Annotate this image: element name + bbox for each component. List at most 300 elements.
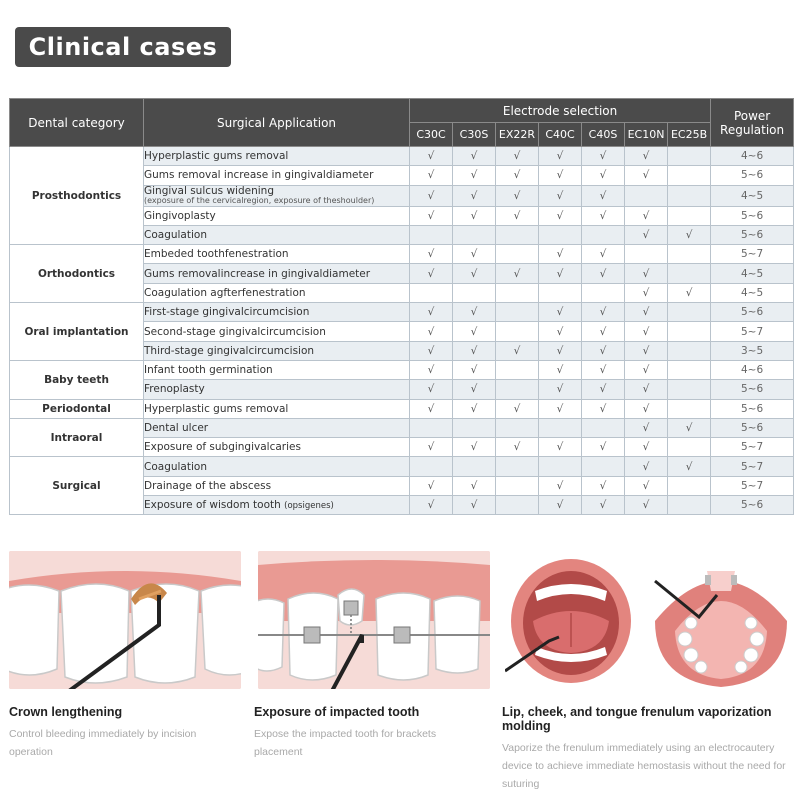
check-cell bbox=[582, 147, 625, 166]
application-cell: Coagulation agfterfenestration bbox=[144, 283, 410, 302]
application-text: Gingival sulcus widening bbox=[144, 185, 274, 197]
check-cell bbox=[453, 496, 496, 515]
check-mark-icon: √ bbox=[470, 441, 478, 454]
palate-frenulum-image bbox=[651, 551, 791, 689]
check-mark-icon: √ bbox=[642, 422, 650, 434]
check-cell bbox=[496, 303, 539, 322]
power-cell: 5~6 bbox=[711, 166, 794, 185]
check-cell bbox=[496, 185, 539, 206]
check-cell bbox=[625, 380, 668, 399]
check-cell bbox=[496, 245, 539, 264]
check-mark-icon: √ bbox=[642, 209, 650, 222]
check-mark-icon: √ bbox=[427, 189, 435, 202]
check-cell bbox=[496, 341, 539, 360]
application-cell: First-stage gingivalcircumcision bbox=[144, 303, 410, 322]
check-mark-icon: √ bbox=[427, 499, 435, 512]
header-electrode-ec25b: EC25B bbox=[668, 123, 711, 147]
check-cell bbox=[668, 283, 711, 302]
check-mark-icon: √ bbox=[427, 402, 435, 415]
check-cell bbox=[410, 360, 453, 379]
check-mark-icon: √ bbox=[556, 248, 564, 261]
case-title: Crown lengthening bbox=[9, 705, 123, 719]
check-cell bbox=[539, 438, 582, 457]
category-cell: Oral implantation bbox=[10, 303, 144, 361]
check-cell bbox=[539, 303, 582, 322]
check-cell bbox=[410, 264, 453, 283]
check-cell bbox=[582, 380, 625, 399]
check-mark-icon: √ bbox=[599, 364, 607, 377]
check-cell bbox=[453, 206, 496, 225]
check-mark-icon: √ bbox=[642, 169, 650, 182]
check-cell bbox=[582, 418, 625, 437]
application-cell: Drainage of the abscess bbox=[144, 476, 410, 495]
check-mark-icon: √ bbox=[642, 150, 650, 163]
check-mark-icon: √ bbox=[513, 169, 521, 182]
check-cell bbox=[496, 322, 539, 341]
check-mark-icon: √ bbox=[685, 229, 693, 242]
check-cell bbox=[582, 360, 625, 379]
case-caption-impacted bbox=[254, 705, 486, 761]
check-mark-icon: √ bbox=[642, 479, 650, 492]
check-cell bbox=[582, 225, 625, 244]
check-cell bbox=[453, 457, 496, 476]
check-cell bbox=[496, 496, 539, 515]
check-mark-icon: √ bbox=[556, 344, 564, 357]
check-cell bbox=[453, 322, 496, 341]
check-mark-icon: √ bbox=[427, 150, 435, 163]
check-cell bbox=[625, 322, 668, 341]
check-cell bbox=[668, 322, 711, 341]
check-cell bbox=[582, 476, 625, 495]
check-cell bbox=[539, 457, 582, 476]
check-cell bbox=[410, 206, 453, 225]
check-mark-icon: √ bbox=[556, 364, 564, 377]
category-cell: Surgical bbox=[10, 457, 144, 515]
check-mark-icon: √ bbox=[642, 441, 650, 454]
check-cell bbox=[668, 418, 711, 437]
check-mark-icon: √ bbox=[427, 364, 435, 377]
check-mark-icon: √ bbox=[685, 422, 693, 434]
power-cell: 3~5 bbox=[711, 341, 794, 360]
check-cell bbox=[453, 303, 496, 322]
check-cell bbox=[625, 225, 668, 244]
check-mark-icon: √ bbox=[513, 189, 521, 202]
application-note: (opsigenes) bbox=[284, 501, 334, 512]
check-cell bbox=[625, 283, 668, 302]
check-cell bbox=[625, 264, 668, 283]
table-row bbox=[10, 457, 794, 476]
check-cell bbox=[539, 496, 582, 515]
check-cell bbox=[625, 147, 668, 166]
check-mark-icon: √ bbox=[470, 364, 478, 377]
check-cell bbox=[539, 380, 582, 399]
check-mark-icon: √ bbox=[513, 402, 521, 415]
header-electrode-ec10n: EC10N bbox=[625, 123, 668, 147]
check-cell bbox=[582, 245, 625, 264]
check-mark-icon: √ bbox=[556, 150, 564, 163]
power-cell: 5~6 bbox=[711, 380, 794, 399]
check-cell bbox=[625, 185, 668, 206]
check-cell bbox=[496, 206, 539, 225]
check-cell bbox=[582, 185, 625, 206]
check-cell bbox=[582, 322, 625, 341]
check-mark-icon: √ bbox=[470, 383, 478, 396]
case-caption-crown bbox=[9, 705, 241, 761]
check-cell bbox=[539, 225, 582, 244]
check-cell bbox=[410, 380, 453, 399]
check-cell bbox=[453, 341, 496, 360]
check-mark-icon: √ bbox=[470, 344, 478, 357]
application-cell: Hyperplastic gums removal bbox=[144, 147, 410, 166]
check-cell bbox=[582, 496, 625, 515]
check-cell bbox=[453, 360, 496, 379]
check-cell bbox=[410, 283, 453, 302]
check-cell bbox=[668, 206, 711, 225]
check-cell bbox=[582, 399, 625, 418]
check-mark-icon: √ bbox=[427, 383, 435, 396]
check-mark-icon: √ bbox=[427, 479, 435, 492]
check-mark-icon: √ bbox=[513, 344, 521, 357]
check-mark-icon: √ bbox=[642, 286, 650, 299]
header-electrode-c40s: C40S bbox=[582, 123, 625, 147]
application-cell: Gums removalincrease in gingivaldiameter bbox=[144, 264, 410, 283]
check-mark-icon: √ bbox=[642, 499, 650, 512]
check-cell bbox=[539, 322, 582, 341]
check-mark-icon: √ bbox=[556, 267, 564, 280]
power-cell: 4~6 bbox=[711, 360, 794, 379]
check-cell bbox=[668, 166, 711, 185]
power-cell: 4~5 bbox=[711, 185, 794, 206]
header-surgical-application: Surgical Application bbox=[144, 99, 410, 147]
application-note: (exposure of the cervicalregion, exposure of theshoulder) bbox=[144, 195, 375, 205]
check-cell bbox=[668, 147, 711, 166]
check-cell bbox=[453, 245, 496, 264]
check-mark-icon: √ bbox=[642, 364, 650, 377]
application-cell: Frenoplasty bbox=[144, 380, 410, 399]
check-cell bbox=[668, 303, 711, 322]
table-row bbox=[10, 360, 794, 379]
check-mark-icon: √ bbox=[427, 169, 435, 182]
check-mark-icon: √ bbox=[470, 267, 478, 280]
header-electrode-selection: Electrode selection bbox=[410, 99, 711, 123]
check-cell bbox=[539, 245, 582, 264]
check-mark-icon: √ bbox=[599, 267, 607, 280]
application-cell: Coagulation bbox=[144, 457, 410, 476]
application-cell: Hyperplastic gums removal bbox=[144, 399, 410, 418]
check-mark-icon: √ bbox=[513, 267, 521, 280]
check-mark-icon: √ bbox=[427, 306, 435, 319]
check-cell bbox=[410, 166, 453, 185]
check-mark-icon: √ bbox=[556, 383, 564, 396]
check-cell bbox=[668, 380, 711, 399]
power-cell: 5~6 bbox=[711, 418, 794, 437]
check-mark-icon: √ bbox=[556, 499, 564, 512]
case-title: Exposure of impacted tooth bbox=[254, 705, 420, 719]
check-cell bbox=[668, 457, 711, 476]
check-mark-icon: √ bbox=[470, 306, 478, 319]
check-mark-icon: √ bbox=[427, 267, 435, 280]
power-cell: 5~7 bbox=[711, 438, 794, 457]
check-cell bbox=[453, 380, 496, 399]
check-mark-icon: √ bbox=[556, 479, 564, 492]
check-cell bbox=[410, 225, 453, 244]
power-cell: 5~6 bbox=[711, 303, 794, 322]
check-cell bbox=[582, 264, 625, 283]
check-cell bbox=[668, 476, 711, 495]
check-cell bbox=[539, 341, 582, 360]
power-cell: 5~7 bbox=[711, 245, 794, 264]
check-mark-icon: √ bbox=[642, 344, 650, 357]
check-cell bbox=[496, 418, 539, 437]
check-mark-icon: √ bbox=[599, 499, 607, 512]
check-mark-icon: √ bbox=[642, 402, 650, 415]
application-cell: Exposure of subgingivalcaries bbox=[144, 438, 410, 457]
check-cell bbox=[625, 457, 668, 476]
check-cell bbox=[539, 147, 582, 166]
power-cell: 5~6 bbox=[711, 225, 794, 244]
check-mark-icon: √ bbox=[513, 209, 521, 222]
case-caption-frenulum bbox=[502, 705, 798, 793]
check-cell bbox=[582, 457, 625, 476]
check-cell bbox=[453, 147, 496, 166]
check-mark-icon: √ bbox=[642, 460, 650, 473]
table-row bbox=[10, 245, 794, 264]
check-cell bbox=[625, 399, 668, 418]
check-mark-icon: √ bbox=[470, 479, 478, 492]
impacted-tooth-image bbox=[258, 551, 490, 689]
check-cell bbox=[539, 399, 582, 418]
check-cell bbox=[410, 341, 453, 360]
check-cell bbox=[496, 457, 539, 476]
header-electrode-ex22r: EX22R bbox=[496, 123, 539, 147]
check-mark-icon: √ bbox=[599, 150, 607, 163]
check-cell bbox=[625, 438, 668, 457]
check-mark-icon: √ bbox=[470, 402, 478, 415]
check-cell bbox=[496, 438, 539, 457]
application-cell: Second-stage gingivalcircumcision bbox=[144, 322, 410, 341]
check-mark-icon: √ bbox=[599, 169, 607, 182]
header-dental-category: Dental category bbox=[10, 99, 144, 147]
check-mark-icon: √ bbox=[642, 267, 650, 280]
check-cell bbox=[582, 438, 625, 457]
application-cell bbox=[144, 496, 410, 515]
application-cell: Third-stage gingivalcircumcision bbox=[144, 341, 410, 360]
header-electrode-c30c: C30C bbox=[410, 123, 453, 147]
power-cell: 5~6 bbox=[711, 496, 794, 515]
check-cell bbox=[539, 283, 582, 302]
check-cell bbox=[539, 418, 582, 437]
check-mark-icon: √ bbox=[427, 248, 435, 261]
check-mark-icon: √ bbox=[470, 169, 478, 182]
case-description: Control bleeding immediately by incision operation bbox=[9, 728, 197, 758]
check-cell bbox=[625, 418, 668, 437]
check-mark-icon: √ bbox=[556, 441, 564, 454]
check-cell bbox=[410, 147, 453, 166]
application-cell: Gums removal increase in gingivaldiameter bbox=[144, 166, 410, 185]
application-cell: Infant tooth germination bbox=[144, 360, 410, 379]
page-title: Clinical cases bbox=[15, 27, 231, 67]
check-mark-icon: √ bbox=[427, 209, 435, 222]
check-cell bbox=[410, 496, 453, 515]
clinical-cases-table bbox=[9, 98, 794, 515]
check-mark-icon: √ bbox=[556, 189, 564, 202]
check-mark-icon: √ bbox=[642, 325, 650, 338]
check-cell bbox=[668, 225, 711, 244]
check-cell bbox=[410, 476, 453, 495]
check-cell bbox=[668, 496, 711, 515]
header-electrode-c30s: C30S bbox=[453, 123, 496, 147]
check-mark-icon: √ bbox=[599, 344, 607, 357]
check-cell bbox=[582, 283, 625, 302]
power-cell: 5~7 bbox=[711, 476, 794, 495]
check-mark-icon: √ bbox=[599, 325, 607, 338]
check-cell bbox=[668, 264, 711, 283]
check-mark-icon: √ bbox=[556, 402, 564, 415]
check-mark-icon: √ bbox=[427, 441, 435, 454]
check-cell bbox=[539, 360, 582, 379]
check-cell bbox=[453, 225, 496, 244]
case-description: Expose the impacted tooth for brackets placement bbox=[254, 728, 437, 758]
check-cell bbox=[539, 206, 582, 225]
check-mark-icon: √ bbox=[470, 150, 478, 163]
application-cell: Gingivoplasty bbox=[144, 206, 410, 225]
check-mark-icon: √ bbox=[599, 248, 607, 261]
check-cell bbox=[453, 264, 496, 283]
check-mark-icon: √ bbox=[642, 306, 650, 319]
check-cell bbox=[410, 322, 453, 341]
check-mark-icon: √ bbox=[470, 189, 478, 202]
check-cell bbox=[582, 206, 625, 225]
case-description: Vaporize the frenulum immediately using an electrocautery device to achieve immediate hemostasis without the need for suturing bbox=[502, 742, 786, 790]
check-cell bbox=[453, 185, 496, 206]
check-cell bbox=[496, 283, 539, 302]
table-row bbox=[10, 303, 794, 322]
check-cell bbox=[625, 360, 668, 379]
power-cell: 5~7 bbox=[711, 322, 794, 341]
check-cell bbox=[496, 166, 539, 185]
check-cell bbox=[410, 438, 453, 457]
case-title: Lip, cheek, and tongue frenulum vaporization molding bbox=[502, 705, 772, 733]
mouth-tongue-image bbox=[505, 551, 637, 689]
check-mark-icon: √ bbox=[599, 189, 607, 202]
check-cell bbox=[410, 457, 453, 476]
application-cell bbox=[144, 185, 410, 206]
check-cell bbox=[625, 245, 668, 264]
check-mark-icon: √ bbox=[470, 209, 478, 222]
check-cell bbox=[496, 380, 539, 399]
check-cell bbox=[453, 476, 496, 495]
check-cell bbox=[410, 399, 453, 418]
check-cell bbox=[453, 166, 496, 185]
check-cell bbox=[582, 341, 625, 360]
check-cell bbox=[668, 399, 711, 418]
check-cell bbox=[453, 399, 496, 418]
category-cell: Orthodontics bbox=[10, 245, 144, 303]
check-cell bbox=[625, 166, 668, 185]
check-cell bbox=[496, 360, 539, 379]
check-cell bbox=[496, 399, 539, 418]
check-cell bbox=[668, 185, 711, 206]
check-mark-icon: √ bbox=[599, 383, 607, 396]
check-mark-icon: √ bbox=[685, 286, 693, 299]
check-cell bbox=[410, 303, 453, 322]
check-cell bbox=[625, 341, 668, 360]
check-mark-icon: √ bbox=[470, 325, 478, 338]
check-mark-icon: √ bbox=[642, 383, 650, 396]
category-cell: Intraoral bbox=[10, 418, 144, 457]
check-mark-icon: √ bbox=[427, 325, 435, 338]
check-cell bbox=[410, 245, 453, 264]
check-cell bbox=[539, 264, 582, 283]
header-electrode-c40c: C40C bbox=[539, 123, 582, 147]
check-cell bbox=[625, 496, 668, 515]
check-cell bbox=[453, 418, 496, 437]
check-cell bbox=[668, 245, 711, 264]
check-cell bbox=[582, 166, 625, 185]
application-cell: Dental ulcer bbox=[144, 418, 410, 437]
check-cell bbox=[582, 303, 625, 322]
case-images bbox=[0, 551, 800, 691]
check-mark-icon: √ bbox=[599, 441, 607, 454]
check-cell bbox=[453, 438, 496, 457]
power-cell: 5~6 bbox=[711, 399, 794, 418]
check-cell bbox=[410, 418, 453, 437]
check-cell bbox=[539, 166, 582, 185]
check-cell bbox=[496, 147, 539, 166]
check-cell bbox=[496, 476, 539, 495]
category-cell: Prosthodontics bbox=[10, 147, 144, 245]
crown-lengthening-image bbox=[9, 551, 241, 689]
check-mark-icon: √ bbox=[685, 460, 693, 473]
application-cell: Coagulation bbox=[144, 225, 410, 244]
check-cell bbox=[453, 283, 496, 302]
check-mark-icon: √ bbox=[556, 209, 564, 222]
check-cell bbox=[668, 438, 711, 457]
header-power-regulation: Power Regulation bbox=[711, 99, 794, 147]
check-cell bbox=[410, 185, 453, 206]
check-cell bbox=[539, 476, 582, 495]
check-cell bbox=[496, 225, 539, 244]
power-cell: 5~6 bbox=[711, 206, 794, 225]
check-cell bbox=[625, 303, 668, 322]
table-row bbox=[10, 147, 794, 166]
check-cell bbox=[539, 185, 582, 206]
power-cell: 4~6 bbox=[711, 147, 794, 166]
check-mark-icon: √ bbox=[513, 441, 521, 454]
check-mark-icon: √ bbox=[599, 479, 607, 492]
check-mark-icon: √ bbox=[556, 169, 564, 182]
check-mark-icon: √ bbox=[556, 325, 564, 338]
category-cell: Periodontal bbox=[10, 399, 144, 418]
check-cell bbox=[668, 360, 711, 379]
power-cell: 4~5 bbox=[711, 283, 794, 302]
check-mark-icon: √ bbox=[513, 150, 521, 163]
check-cell bbox=[668, 341, 711, 360]
check-mark-icon: √ bbox=[599, 306, 607, 319]
power-cell: 4~5 bbox=[711, 264, 794, 283]
table-row bbox=[10, 418, 794, 437]
check-mark-icon: √ bbox=[599, 402, 607, 415]
check-mark-icon: √ bbox=[427, 344, 435, 357]
check-mark-icon: √ bbox=[642, 229, 650, 242]
check-mark-icon: √ bbox=[556, 306, 564, 319]
application-text: Exposure of wisdom tooth bbox=[144, 499, 281, 512]
check-mark-icon: √ bbox=[599, 209, 607, 222]
check-mark-icon: √ bbox=[470, 499, 478, 512]
check-cell bbox=[625, 206, 668, 225]
category-cell: Baby teeth bbox=[10, 360, 144, 399]
application-cell: Embeded toothfenestration bbox=[144, 245, 410, 264]
